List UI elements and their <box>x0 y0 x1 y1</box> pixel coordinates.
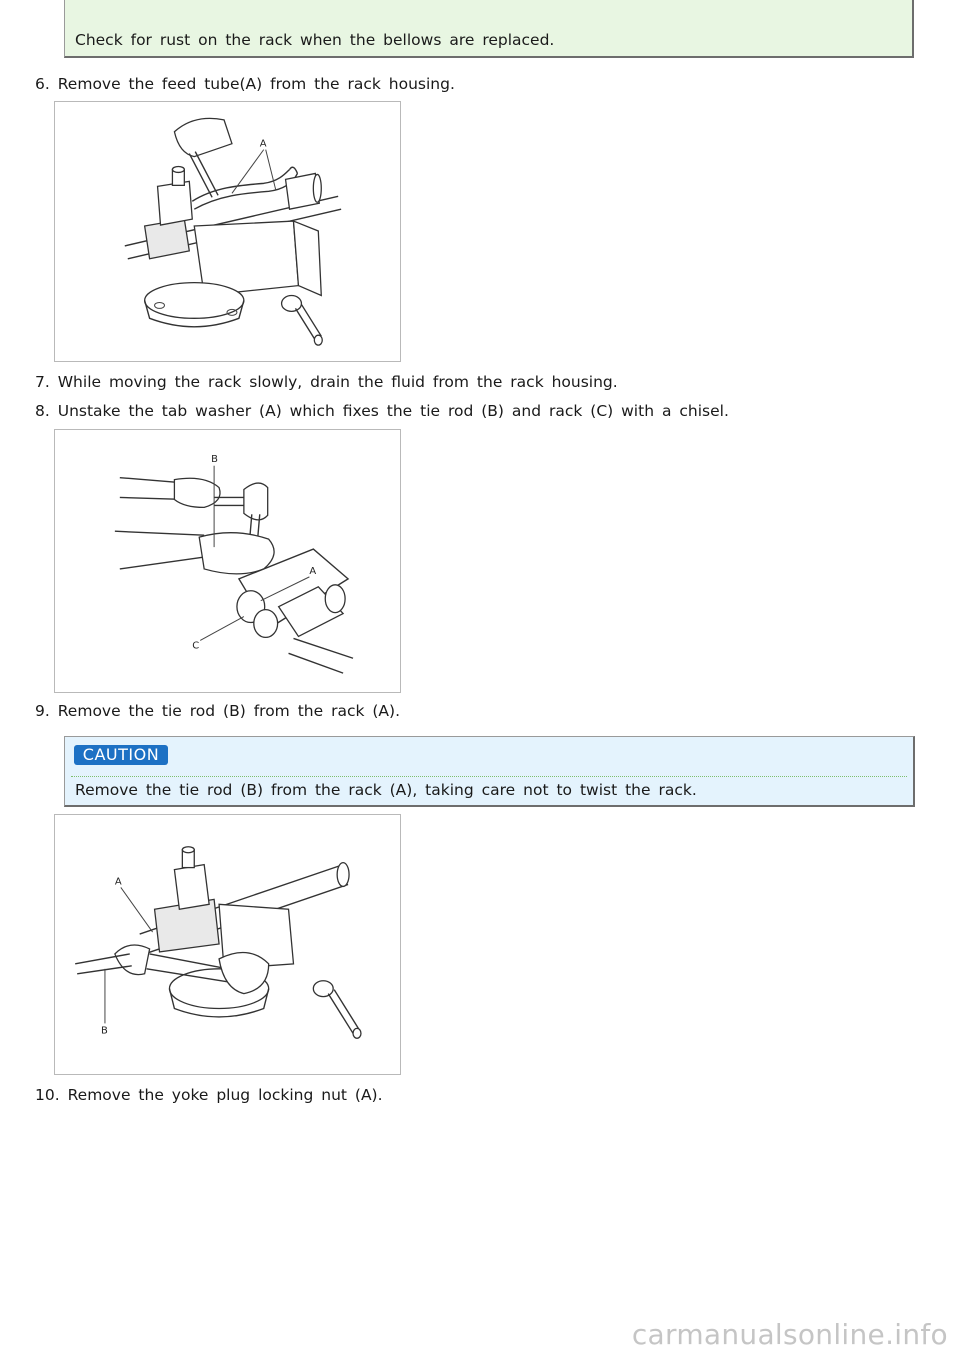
step-number: 8. <box>35 402 50 420</box>
step-number: 6. <box>35 75 50 93</box>
note-text: Check for rust on the rack when the bellows are replaced. <box>75 31 555 49</box>
step-text: Remove the feed tube(A) from the rack housing. <box>57 75 455 93</box>
feed-tube-illustration <box>55 102 400 361</box>
step-6 <box>35 75 455 93</box>
caution-divider <box>71 776 907 777</box>
note-box <box>64 0 914 58</box>
caution-badge: CAUTION <box>74 745 168 765</box>
label-a: A <box>259 138 267 150</box>
figure-feed-tube <box>54 101 401 362</box>
label-b: B <box>100 1025 108 1037</box>
step-number: 7. <box>35 373 50 391</box>
label-c: C <box>192 640 200 652</box>
step-text: While moving the rack slowly, drain the fluid from the rack housing. <box>57 373 618 391</box>
step-text: Remove the yoke plug locking nut (A). <box>67 1086 383 1104</box>
step-9 <box>35 702 400 720</box>
step-8 <box>35 402 729 420</box>
figure-tie-rod <box>54 814 401 1075</box>
label-b: B <box>211 453 218 465</box>
step-text: Unstake the tab washer (A) which fixes the tie rod (B) and rack (C) with a chisel. <box>57 402 729 420</box>
tie-rod-illustration <box>55 815 400 1074</box>
step-number: 9. <box>35 702 50 720</box>
label-a: A <box>309 565 317 577</box>
step-7 <box>35 373 618 391</box>
label-a: A <box>114 876 122 888</box>
figure-tab-washer <box>54 429 401 693</box>
step-text: Remove the tie rod (B) from the rack (A). <box>57 702 400 720</box>
tab-washer-illustration <box>55 430 400 692</box>
step-10 <box>35 1086 383 1104</box>
caution-text: Remove the tie rod (B) from the rack (A), taking care not to twist the rack. <box>75 781 697 799</box>
step-number: 10. <box>35 1086 60 1104</box>
watermark: carmanualsonline.info <box>631 1318 948 1351</box>
caution-box <box>64 736 915 807</box>
